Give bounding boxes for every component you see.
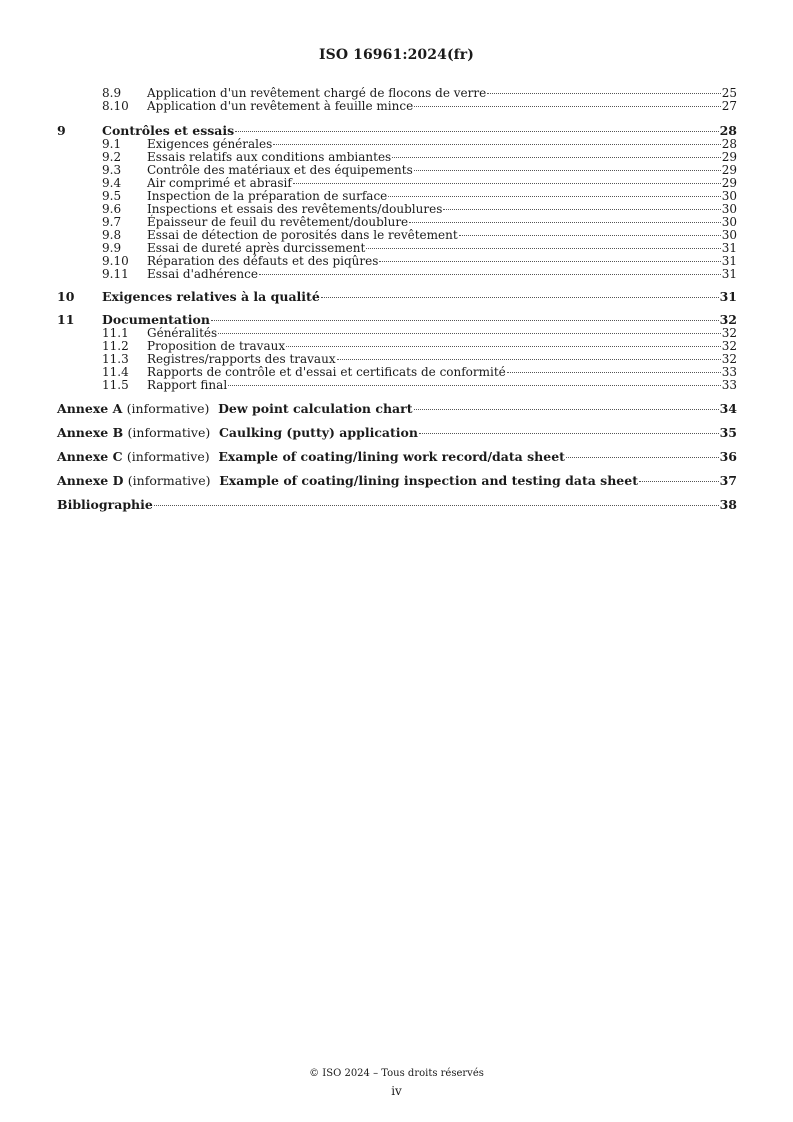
annex-page: 35 (719, 425, 737, 440)
document-header-title: ISO 16961:2024(fr) (318, 47, 474, 63)
toc-section-number: 11 (57, 312, 75, 327)
toc-section-10[interactable] (57, 289, 737, 304)
toc-annex-b[interactable] (57, 425, 737, 440)
toc-entry-page: 27 (721, 99, 737, 113)
annex-title: Caulking (putty) application (218, 425, 418, 440)
toc-entry-number: 9.6 (102, 202, 122, 216)
toc-entry-title: Application d'un revêtement chargé de flocons de verre (147, 86, 487, 100)
toc-annex-d[interactable] (57, 473, 737, 488)
toc-entry-page: 29 (721, 163, 737, 177)
dot-leader (639, 481, 719, 482)
toc-entry-number: 9.5 (102, 189, 122, 203)
toc-entry-number: 9.3 (102, 163, 122, 177)
toc-entry-title: Rapports de contrôle et d'essai et certificats de conformité (147, 365, 506, 379)
toc-entry-title: Proposition de travaux (147, 339, 286, 353)
table-of-contents (57, 87, 737, 512)
toc-entry-page: 31 (721, 241, 737, 255)
toc-entry-page: 33 (721, 365, 737, 379)
annex-type: (informative) (126, 449, 210, 464)
dot-leader (218, 333, 721, 334)
toc-annex-c[interactable] (57, 449, 737, 464)
toc-entry-number: 9.2 (102, 150, 122, 164)
toc-entry-title: Réparation des défauts et des piqûres (147, 254, 379, 268)
dot-leader (337, 359, 721, 360)
toc-section-page: 31 (719, 289, 737, 304)
toc-entry-title: Rapport final (147, 378, 228, 392)
toc-entry-title: Essai d'adhérence (147, 267, 258, 281)
dot-leader (487, 93, 721, 94)
dot-leader (273, 144, 720, 145)
toc-entry-number: 9.4 (102, 176, 122, 190)
dot-leader (388, 196, 720, 197)
toc-section-page: 32 (719, 312, 737, 327)
toc-entry-title: Application d'un revêtement à feuille mince (147, 99, 414, 113)
dot-leader (154, 505, 719, 506)
toc-entry-9-11[interactable] (57, 268, 737, 281)
toc-entry-page: 32 (721, 352, 737, 366)
dot-leader (566, 457, 719, 458)
toc-entry-page: 31 (721, 254, 737, 268)
bibliography-title: Bibliographie (57, 497, 153, 512)
toc-entry-title: Inspections et essais des revêtements/doublures (147, 202, 443, 216)
toc-entry-number: 11.4 (102, 365, 129, 379)
toc-section-9[interactable] (57, 123, 737, 138)
dot-leader (321, 297, 719, 298)
toc-entry-page: 28 (721, 137, 737, 151)
annex-label: Annexe C (57, 449, 123, 464)
toc-entry-number: 8.9 (102, 86, 122, 100)
dot-leader (414, 106, 721, 107)
dot-leader (409, 222, 721, 223)
dot-leader (366, 248, 720, 249)
dot-leader (228, 385, 721, 386)
toc-entry-title: Registres/rapports des travaux (147, 352, 336, 366)
annex-type: (informative) (127, 473, 211, 488)
toc-section-number: 9 (57, 123, 66, 138)
toc-entry-page: 32 (721, 339, 737, 353)
toc-section-11[interactable] (57, 312, 737, 327)
annex-title: Example of coating/lining work record/data sheet (218, 449, 565, 464)
toc-section-title: Contrôles et essais (102, 123, 235, 138)
toc-entry-page: 33 (721, 378, 737, 392)
toc-entry-title: Essai de détection de porosités dans le revêtement (147, 228, 458, 242)
annex-type: (informative) (126, 401, 210, 416)
toc-entry-8-10[interactable] (57, 100, 737, 113)
toc-entry-number: 8.10 (102, 99, 129, 113)
toc-entry-title: Épaisseur de feuil du revêtement/doublure (147, 215, 409, 229)
toc-entry-number: 9.10 (102, 254, 129, 268)
dot-leader (235, 131, 718, 132)
toc-entry-title: Contrôle des matériaux et des équipements (147, 163, 413, 177)
toc-entry-page: 31 (721, 267, 737, 281)
toc-section-title: Exigences relatives à la qualité (102, 289, 320, 304)
annex-label: Annexe A (57, 401, 123, 416)
toc-entry-number: 9.9 (102, 241, 122, 255)
toc-entry-title: Exigences générales (147, 137, 273, 151)
toc-entry-11-5[interactable] (57, 379, 737, 392)
toc-entry-title: Air comprimé et abrasif (147, 176, 292, 190)
toc-entry-number: 9.8 (102, 228, 122, 242)
footer-copyright: © ISO 2024 – Tous droits réservés (309, 1068, 484, 1079)
toc-entry-number: 11.5 (102, 378, 129, 392)
annex-title: Dew point calculation chart (218, 401, 413, 416)
dot-leader (259, 274, 721, 275)
annex-type: (informative) (127, 425, 211, 440)
toc-bibliography[interactable] (57, 497, 737, 512)
toc-entry-title: Inspection de la préparation de surface (147, 189, 388, 203)
toc-entry-page: 30 (721, 228, 737, 242)
toc-entry-page: 25 (721, 86, 737, 100)
toc-entry-number: 9.1 (102, 137, 122, 151)
toc-entry-page: 30 (721, 202, 737, 216)
toc-entry-page: 29 (721, 150, 737, 164)
dot-leader (379, 261, 720, 262)
toc-entry-page: 32 (721, 326, 737, 340)
annex-page: 34 (719, 401, 737, 416)
dot-leader (419, 433, 719, 434)
footer-page-number: iv (391, 1084, 402, 1098)
toc-section-number: 10 (57, 289, 75, 304)
dot-leader (443, 209, 720, 210)
dot-leader (414, 170, 721, 171)
annex-title: Example of coating/lining inspection and testing data sheet (219, 473, 638, 488)
annex-page: 36 (719, 449, 737, 464)
toc-annex-a[interactable] (57, 401, 737, 416)
toc-entry-number: 9.11 (102, 267, 129, 281)
toc-entry-number: 11.2 (102, 339, 129, 353)
toc-entry-page: 29 (721, 176, 737, 190)
toc-entry-title: Essai de dureté après durcissement (147, 241, 366, 255)
toc-entry-number: 9.7 (102, 215, 122, 229)
dot-leader (459, 235, 721, 236)
toc-section-page: 28 (719, 123, 737, 138)
toc-entry-page: 30 (721, 189, 737, 203)
annex-label: Annexe B (57, 425, 124, 440)
toc-entry-number: 11.3 (102, 352, 129, 366)
dot-leader (507, 372, 721, 373)
toc-entry-page: 30 (721, 215, 737, 229)
bibliography-page: 38 (719, 497, 737, 512)
dot-leader (392, 157, 721, 158)
toc-entry-title: Généralités (147, 326, 218, 340)
toc-section-title: Documentation (102, 312, 210, 327)
toc-entry-title: Essais relatifs aux conditions ambiantes (147, 150, 392, 164)
annex-page: 37 (719, 473, 737, 488)
toc-entry-number: 11.1 (102, 326, 129, 340)
dot-leader (211, 320, 719, 321)
dot-leader (293, 183, 721, 184)
dot-leader (286, 346, 721, 347)
dot-leader (414, 409, 719, 410)
annex-label: Annexe D (57, 473, 124, 488)
